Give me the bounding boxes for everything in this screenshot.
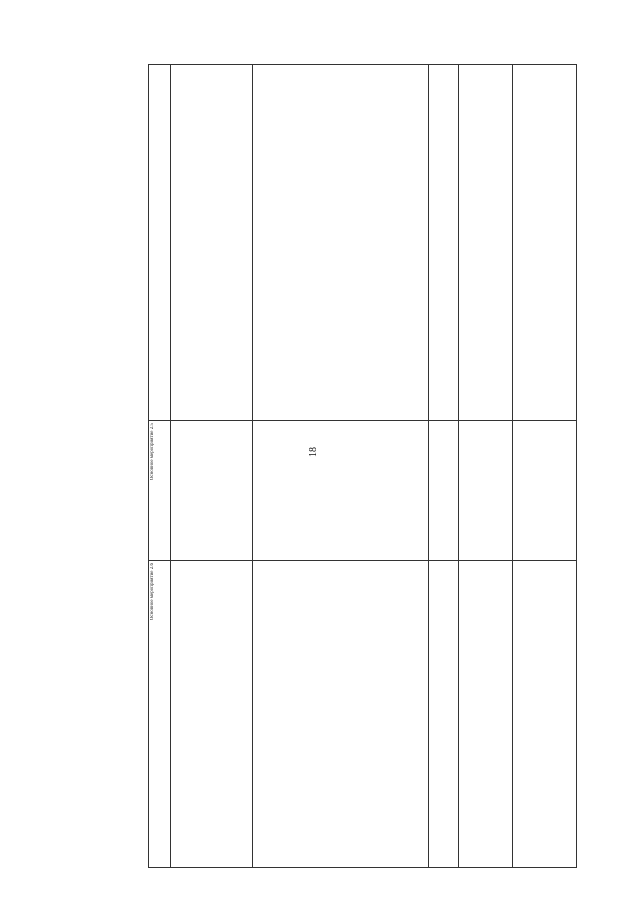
table-cell xyxy=(253,65,429,421)
table-row xyxy=(149,561,577,868)
table-cell xyxy=(513,65,577,421)
table-row xyxy=(149,65,577,421)
row-label: Основное мероприятие 2.5 xyxy=(150,423,155,481)
table-cell xyxy=(253,421,429,561)
table-cell xyxy=(171,561,253,868)
table-cell xyxy=(459,65,513,421)
table-cell xyxy=(429,421,459,561)
table-cell xyxy=(149,421,171,561)
table-cell xyxy=(149,561,171,868)
document-table xyxy=(148,64,577,868)
table-cell xyxy=(459,561,513,868)
table-cell xyxy=(429,561,459,868)
row-label: Основное мероприятие 2.6 xyxy=(150,563,155,621)
table-cell xyxy=(171,421,253,561)
table-cell xyxy=(171,65,253,421)
table-cell xyxy=(253,561,429,868)
table-cell xyxy=(459,421,513,561)
table-cell xyxy=(149,65,171,421)
page-number-text: 18 xyxy=(308,447,319,457)
row-label xyxy=(149,65,151,69)
table-cell xyxy=(429,65,459,421)
table-cell xyxy=(513,561,577,868)
table-row xyxy=(149,421,577,561)
table-cell xyxy=(513,421,577,561)
